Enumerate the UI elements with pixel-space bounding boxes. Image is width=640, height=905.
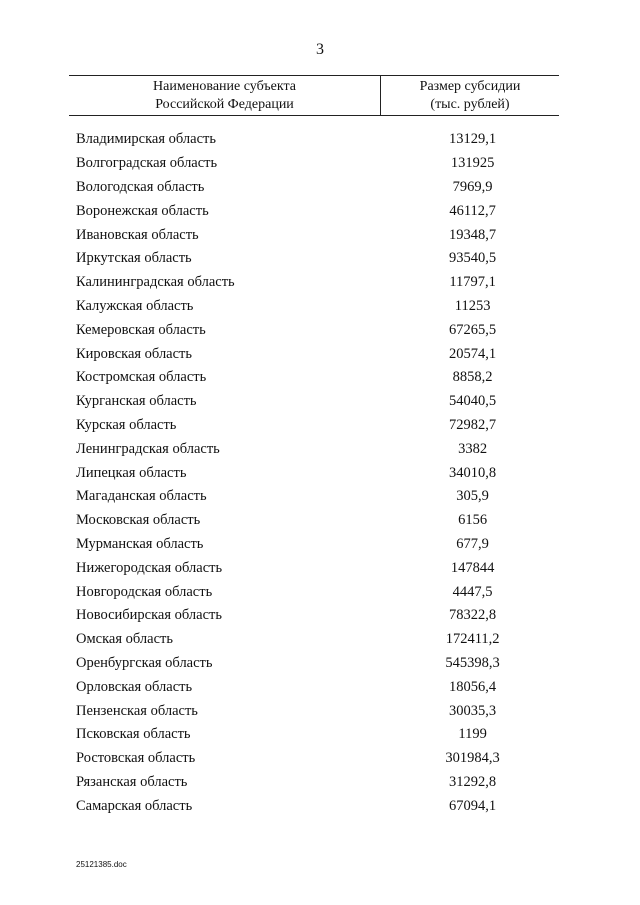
header-subject-line2: Российской Федерации (155, 97, 294, 112)
subsidy-value: 305,9 (456, 488, 489, 505)
subject-name: Калужская область (76, 297, 194, 314)
subsidy-value: 6156 (458, 512, 488, 529)
table-row (76, 604, 556, 628)
subsidy-value: 7969,9 (452, 178, 493, 195)
table-row (76, 271, 556, 295)
subsidy-value: 19348,7 (449, 226, 497, 243)
table-row (76, 485, 556, 509)
subject-name: Оренбургская область (76, 654, 213, 671)
subsidy-value: 72982,7 (449, 416, 497, 433)
table-row (76, 366, 556, 390)
subject-name: Волгоградская область (76, 155, 218, 172)
subject-name: Мурманская область (76, 535, 204, 552)
subsidy-table-body (76, 128, 556, 818)
subsidy-value: 46112,7 (449, 202, 496, 219)
subsidy-value: 131925 (450, 155, 495, 172)
table-row (76, 533, 556, 557)
subject-name: Курганская область (76, 393, 197, 410)
header-subsidy-column (381, 76, 559, 115)
subject-name: Московская область (76, 512, 201, 529)
subject-name: Псковская область (76, 726, 191, 743)
table-row (76, 652, 556, 676)
subject-name: Кемеровская область (76, 321, 206, 338)
subject-name: Самарская область (76, 797, 193, 814)
subject-name: Пензенская область (76, 702, 198, 719)
subject-name: Владимирская область (76, 131, 216, 148)
table-row (76, 318, 556, 342)
subject-name: Вологодская область (76, 178, 205, 195)
subject-name: Новгородская область (76, 583, 213, 600)
subject-name: Кировская область (76, 345, 193, 362)
subsidy-value: 54040,5 (449, 393, 497, 410)
subject-name: Калининградская область (76, 274, 235, 291)
subject-name: Липецкая область (76, 464, 187, 481)
table-row (76, 295, 556, 319)
table-row (76, 247, 556, 271)
table-row (76, 794, 556, 818)
table-row (76, 128, 556, 152)
table-row (76, 342, 556, 366)
table-row (76, 176, 556, 200)
subject-name: Рязанская область (76, 773, 188, 790)
subsidy-value: 677,9 (456, 535, 489, 552)
header-subject-line1: Наименование субъекта (153, 79, 296, 94)
table-row (76, 199, 556, 223)
table-row (76, 461, 556, 485)
subsidy-value: 3382 (458, 440, 488, 457)
subsidy-value: 34010,8 (449, 464, 497, 481)
subsidy-value: 172411,2 (445, 631, 500, 648)
subsidy-value: 31292,8 (449, 773, 497, 790)
subsidy-value: 20574,1 (449, 345, 497, 362)
subject-name: Орловская область (76, 678, 193, 695)
subsidy-value: 67265,5 (449, 321, 497, 338)
table-row (76, 771, 556, 795)
table-row (76, 509, 556, 533)
subsidy-value: 93540,5 (449, 250, 497, 267)
subject-name: Магаданская область (76, 488, 207, 505)
table-row (76, 699, 556, 723)
subsidy-value: 67094,1 (449, 797, 497, 814)
subsidy-value: 4447,5 (452, 583, 493, 600)
table-row (76, 628, 556, 652)
table-row (76, 580, 556, 604)
table-row (76, 556, 556, 580)
subject-name: Ленинградская область (76, 440, 220, 457)
subsidy-value: 11253 (454, 297, 491, 314)
document-filename: 25121385.doc (76, 860, 127, 869)
subject-name: Курская область (76, 416, 177, 433)
subsidy-value: 301984,3 (445, 750, 500, 767)
subsidy-value: 545398,3 (445, 654, 500, 671)
subject-name: Ростовская область (76, 750, 196, 767)
subsidy-value: 30035,3 (449, 702, 497, 719)
table-row (76, 152, 556, 176)
subsidy-value: 13129,1 (449, 131, 497, 148)
subject-name: Ивановская область (76, 226, 199, 243)
subsidy-value: 18056,4 (449, 678, 497, 695)
subject-name: Новосибирская область (76, 607, 222, 624)
table-row (76, 723, 556, 747)
table-row (76, 414, 556, 438)
table-row (76, 437, 556, 461)
table-row (76, 390, 556, 414)
page-number: 3 (316, 41, 324, 58)
subsidy-value: 11797,1 (449, 274, 496, 291)
table-row (76, 747, 556, 771)
subject-name: Костромская область (76, 369, 207, 386)
subject-name: Омская область (76, 631, 173, 648)
subsidy-value: 8858,2 (452, 369, 493, 386)
subject-name: Иркутская область (76, 250, 192, 267)
subsidy-value: 78322,8 (449, 607, 497, 624)
subject-name: Нижегородская область (76, 559, 223, 576)
table-row (76, 675, 556, 699)
subject-name: Воронежская область (76, 202, 209, 219)
header-subsidy-line1: Размер субсидии (419, 79, 521, 94)
subsidy-value: 1199 (458, 726, 487, 743)
header-subject-column (69, 76, 381, 115)
header-subsidy-line2: (тыс. рублей) (430, 97, 510, 112)
table-header (69, 75, 559, 116)
subsidy-value: 147844 (450, 559, 495, 576)
table-row (76, 223, 556, 247)
